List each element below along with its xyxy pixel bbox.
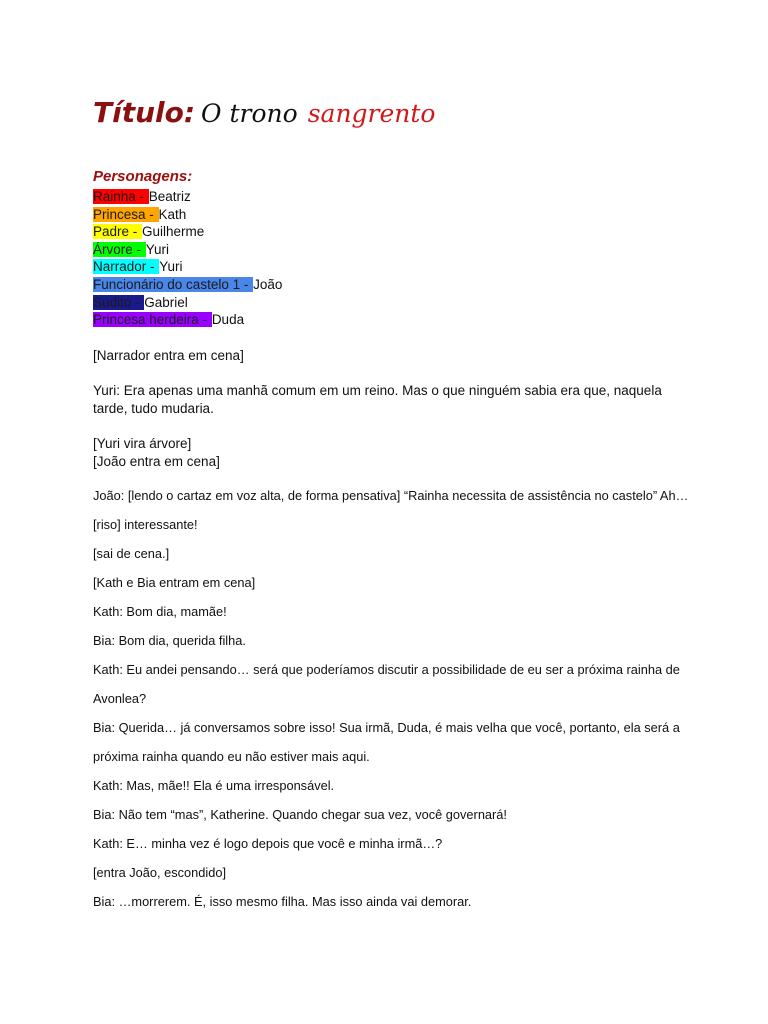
title-text-part2: sangrento: [307, 99, 436, 128]
dialog-line: João: [lendo o cartaz em voz alta, de forma pensativa] “Rainha necessita de assistência no castelo” Ah… [riso] interessante!: [93, 488, 689, 532]
dialog-line: Bia: Bom dia, querida filha.: [93, 633, 246, 648]
character-name: João: [253, 276, 283, 292]
title-text-part1: O trono: [201, 99, 298, 128]
stage-direction: [Narrador entra em cena]: [93, 348, 244, 363]
character-row: [93, 258, 282, 276]
character-name: Guilherme: [142, 224, 205, 240]
dialog-line: Bia: Não tem “mas”, Katherine. Quando chegar sua vez, você governará!: [93, 807, 507, 822]
stage-direction: [João entra em cena]: [93, 454, 220, 469]
dialog-line: [Kath e Bia entram em cena]: [93, 575, 256, 590]
character-role: Princesa -: [93, 206, 158, 222]
character-row: [93, 223, 282, 241]
stage-direction-group: [93, 435, 693, 471]
character-row: [93, 241, 282, 259]
character-name: Beatriz: [148, 189, 191, 204]
dialog-line: Kath: Eu andei pensando… será que poderíamos discutir a possibilidade de eu ser a próxima rainha de Avonlea?: [93, 662, 680, 706]
dialog-line: Kath: E… minha vez é logo depois que você e minha irmã…?: [93, 836, 443, 851]
character-role: Narrador -: [93, 259, 159, 275]
dialog-line: [entra João, escondido]: [93, 865, 227, 880]
character-row: [93, 276, 282, 294]
characters-heading: Personagens:: [93, 168, 193, 185]
character-name: Yuri: [145, 241, 170, 257]
dialog-line: Bia: Querida… já conversamos sobre isso! Sua irmã, Duda, é mais velha que você, portanto, ela será a próxima rainha quando eu não estiver mais aqui.: [93, 720, 680, 764]
character-role: Princesa herdeira -: [93, 312, 211, 328]
character-name: Duda: [211, 312, 245, 328]
stage-direction: [Yuri vira árvore]: [93, 436, 192, 451]
character-role: Padre -: [93, 224, 142, 240]
dialog-line: Kath: Mas, mãe!! Ela é uma irresponsável.: [93, 778, 335, 793]
character-name: Gabriel: [144, 294, 188, 310]
title-label: Título:: [93, 96, 196, 129]
character-row: [93, 311, 282, 329]
dialog-line: [sai de cena.]: [93, 546, 170, 561]
character-name: Kath: [158, 206, 187, 222]
dialog-line: Bia: …morrerem. É, isso mesmo filha. Mas isso ainda vai demorar.: [93, 894, 472, 909]
character-role: Súdito -: [93, 294, 144, 310]
narration-paragraph: Yuri: Era apenas uma manhã comum em um reino. Mas o que ninguém sabia era que, naquela tarde, tudo mudaria.: [93, 383, 662, 416]
document-title: [93, 96, 436, 129]
dialog-line: Kath: Bom dia, mamãe!: [93, 604, 227, 619]
character-role: Funcionário do castelo 1 -: [93, 276, 253, 292]
character-role: Rainha -: [93, 189, 148, 204]
character-row: [93, 188, 282, 206]
dialog-section: [93, 481, 693, 916]
character-role: Árvore -: [93, 241, 145, 257]
character-row: [93, 294, 282, 312]
characters-list: [93, 188, 282, 329]
character-row: [93, 206, 282, 224]
character-name: Yuri: [159, 259, 183, 275]
